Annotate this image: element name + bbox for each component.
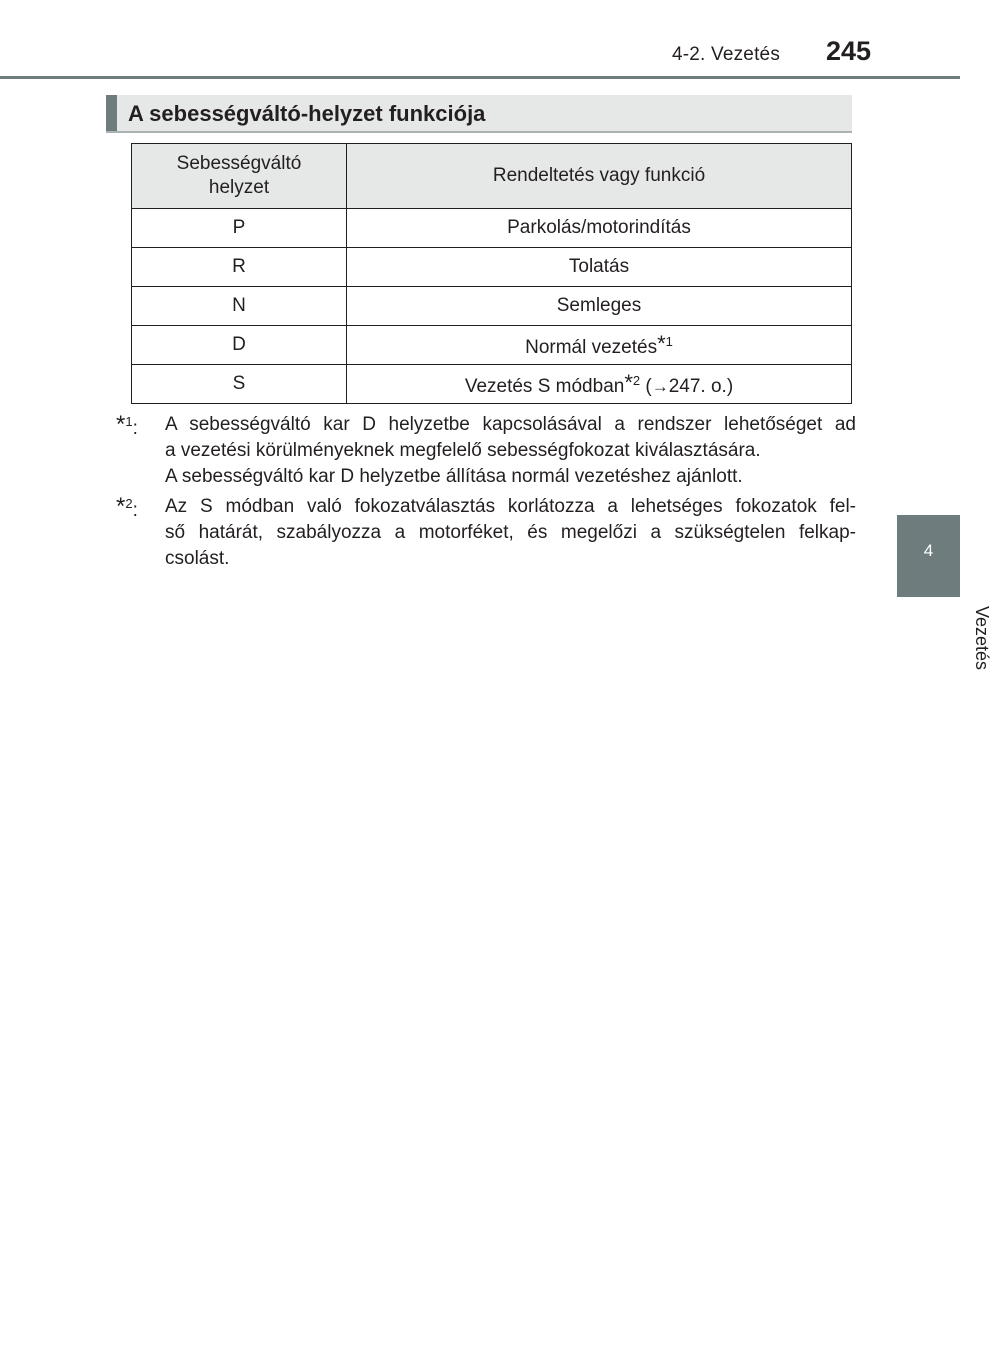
- header-section-title: 4-2. Vezetés: [672, 44, 781, 65]
- table-row: [132, 248, 852, 287]
- footnote-star: *: [116, 411, 126, 438]
- footnote-marker: [116, 412, 138, 443]
- ref-open-paren: (: [645, 376, 652, 397]
- header-position: [132, 144, 347, 209]
- cell-function: [347, 326, 852, 365]
- cell-position: P: [132, 209, 347, 248]
- section-heading: [106, 95, 852, 133]
- header-position-line1: Sebességváltó: [176, 153, 302, 174]
- table-row: [132, 209, 852, 248]
- chapter-tab-number: 4: [923, 541, 934, 560]
- cell-position: D: [132, 326, 347, 365]
- page-header: [0, 0, 960, 80]
- section-heading-text: A sebességváltó-helyzet funkciója: [128, 101, 486, 126]
- cell-function: Semleges: [347, 287, 852, 326]
- function-text: Vezetés S módban: [464, 376, 625, 397]
- table-header-row: [132, 144, 852, 209]
- footnote-number: 2: [125, 496, 133, 511]
- footnote-ref-number: 1: [665, 334, 673, 349]
- header-function: Rendeltetés vagy funkció: [347, 144, 852, 209]
- header-position-line2: helyzet: [208, 177, 270, 198]
- footnote-number: 1: [125, 414, 133, 429]
- table-row: [132, 326, 852, 365]
- cell-position: S: [132, 365, 347, 404]
- cell-function: [347, 365, 852, 404]
- footnote-line: a vezetési körülményeknek megfelelő sebességfokozat kiválasztására.: [165, 440, 761, 461]
- footnote-line: A sebességváltó kar D helyzetbe kapcsolásával a rendszer lehetőséget ad: [165, 414, 856, 435]
- footnote-separator: :: [132, 500, 138, 521]
- footnote-star: *: [624, 370, 633, 395]
- cell-position: N: [132, 287, 347, 326]
- cell-position: R: [132, 248, 347, 287]
- footnote-line: ső határát, szabályozza a motorféket, és megelőzi a szükségtelen felkap-: [165, 522, 856, 543]
- table-row: [132, 365, 852, 404]
- header-rule: [0, 76, 960, 79]
- chapter-tab-label: Vezetés: [972, 606, 992, 671]
- function-text: Normál vezetés: [525, 337, 658, 358]
- footnote-1: [116, 412, 856, 490]
- cell-function: Parkolás/motorindítás: [347, 209, 852, 248]
- footnote-line: Az S módban való fokozatválasztás korlátozza a lehetséges fokozatok fel-: [165, 496, 856, 517]
- table-row: [132, 287, 852, 326]
- footnote-line: csolást.: [165, 548, 230, 569]
- gear-position-table: [131, 143, 852, 404]
- footnote-star: *: [657, 331, 666, 356]
- footnote-separator: :: [132, 418, 138, 439]
- footnote-line: A sebességváltó kar D helyzetbe állítása normál vezetéshez ajánlott.: [165, 466, 743, 487]
- cell-function: Tolatás: [347, 248, 852, 287]
- footnotes: [116, 412, 856, 576]
- page-reference[interactable]: [645, 376, 733, 397]
- chapter-tab: [897, 515, 960, 597]
- section-heading-bar: [106, 95, 117, 131]
- page-number: 245: [826, 36, 872, 66]
- footnote-marker: [116, 494, 138, 525]
- footnote-ref-number: 2: [632, 373, 641, 388]
- ref-text: 247. o.): [668, 376, 734, 397]
- footnote-2: [116, 494, 856, 572]
- arrow-right-icon: →: [651, 377, 669, 396]
- footnote-star: *: [116, 493, 126, 520]
